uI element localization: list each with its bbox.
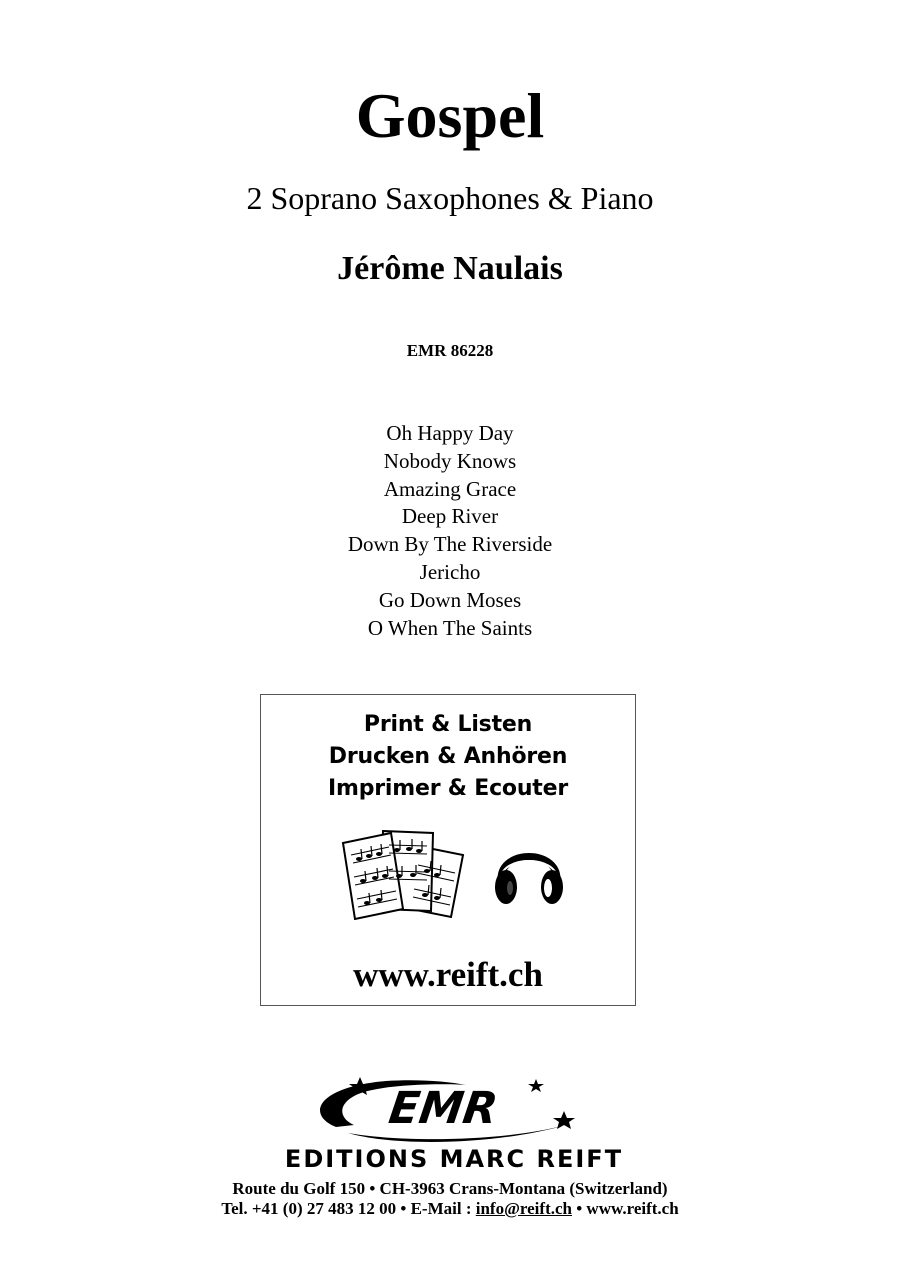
- track-list: [0, 420, 900, 642]
- headphones-icon: [493, 835, 565, 909]
- track-item: Jericho: [419, 559, 481, 584]
- track-item: O When The Saints: [367, 615, 533, 640]
- emr-logo: [236, 1075, 676, 1175]
- promo-lines: [261, 709, 635, 805]
- sheet-music-icon: [339, 825, 469, 920]
- promo-line-de: Drucken & Anhören: [328, 744, 568, 769]
- emr-logo-mark: EMR: [385, 1083, 501, 1134]
- emr-logo-name: EDITIONS MARC REIFT: [284, 1145, 624, 1173]
- track-item: Oh Happy Day: [386, 421, 514, 445]
- publisher-address: Route du Golf 150 • CH-3963 Crans-Montana (Switzerland): [232, 1179, 668, 1198]
- promo-website: www.reift.ch: [353, 955, 543, 994]
- publisher-contact: [0, 1198, 900, 1220]
- track-item: Amazing Grace: [383, 476, 517, 501]
- promo-line-en: Print & Listen: [363, 712, 533, 737]
- track-item: Nobody Knows: [383, 448, 517, 473]
- track-item: Down By The Riverside: [347, 532, 553, 557]
- email-link[interactable]: info@reift.ch: [475, 1199, 572, 1218]
- promo-line-fr: Imprimer & Ecouter: [328, 776, 568, 801]
- page-title: Gospel: [355, 80, 545, 151]
- catalog-number: EMR 86228: [406, 341, 494, 360]
- website-text: • www.reift.ch: [571, 1199, 679, 1218]
- phone-text: Tel. +41 (0) 27 483 12 00 • E-Mail :: [221, 1199, 476, 1218]
- instrumentation: 2 Soprano Saxophones & Piano: [246, 180, 654, 216]
- track-item: Go Down Moses: [378, 587, 522, 612]
- print-listen-box: [260, 694, 636, 1006]
- track-item: Deep River: [401, 504, 499, 529]
- composer-name: Jérôme Naulais: [337, 250, 563, 287]
